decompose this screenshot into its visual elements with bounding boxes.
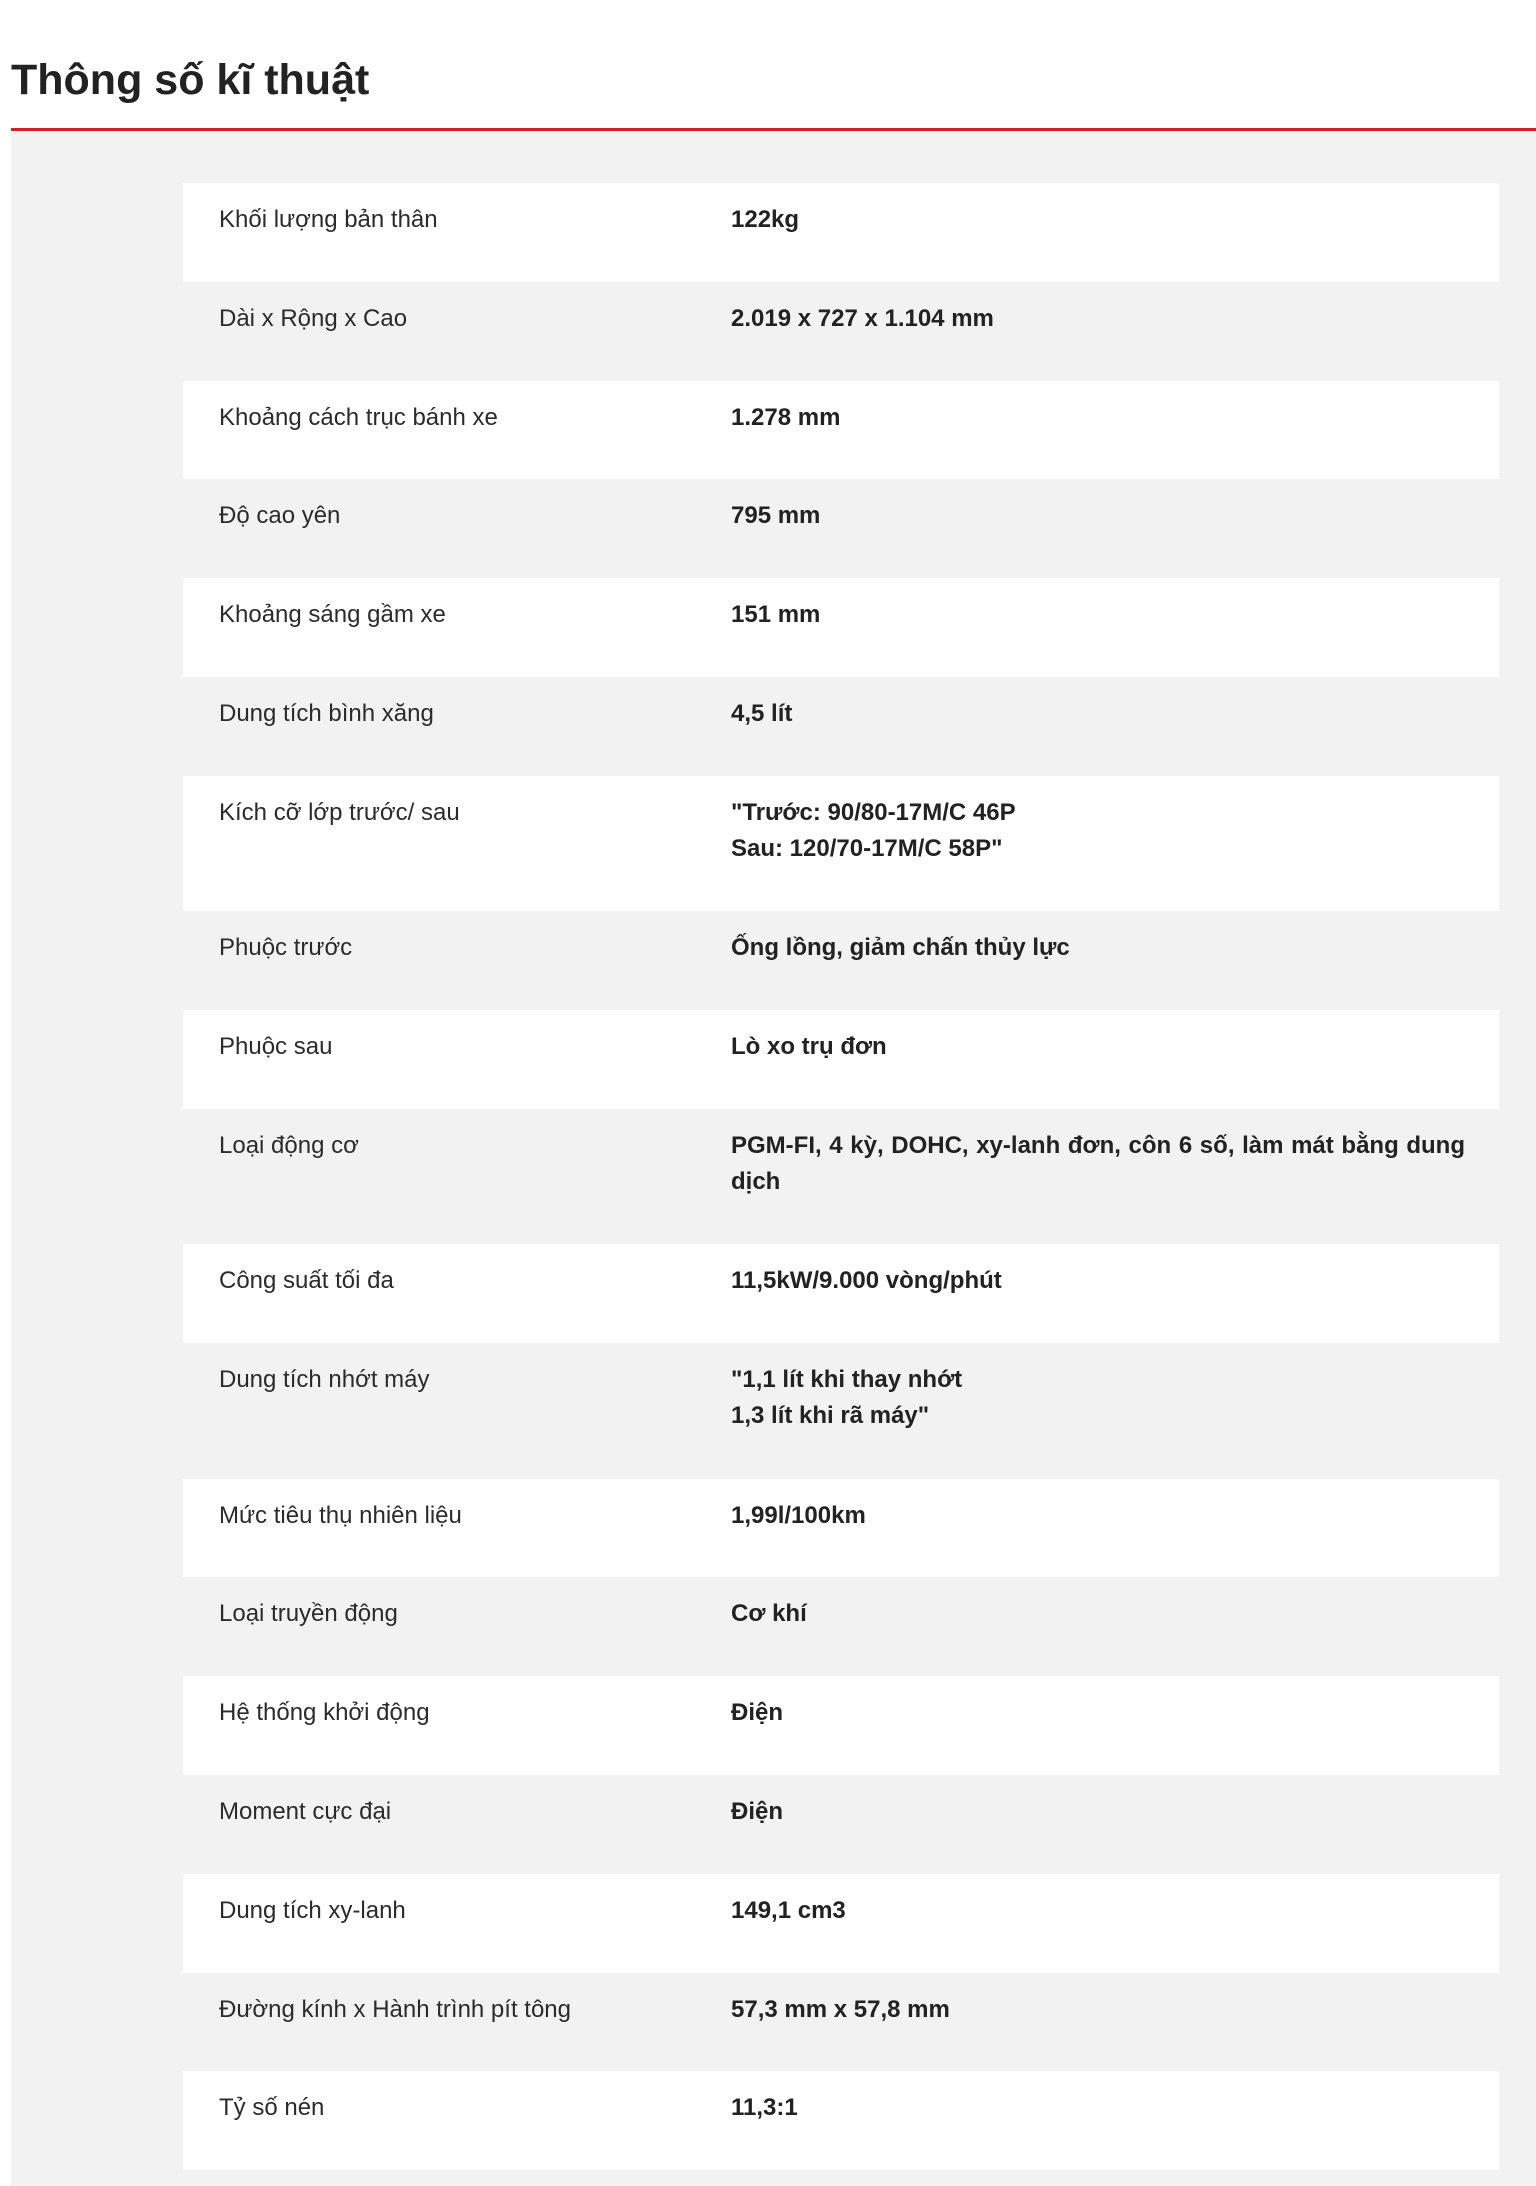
spec-value: 1,99l/100km xyxy=(731,1501,866,1529)
spec-value: PGM-FI, 4 kỳ, DOHC, xy-lanh đơn, côn 6 số, làm mát bằng dung dịch xyxy=(731,1131,1465,1195)
spec-row xyxy=(183,1676,1499,1775)
spec-row xyxy=(183,183,1499,282)
spec-row xyxy=(183,1973,1499,2072)
spec-value: Cơ khí xyxy=(731,1600,807,1628)
spec-value: 149,1 cm3 xyxy=(731,1896,846,1924)
spec-row xyxy=(183,1109,1499,1245)
spec-label: Mức tiêu thụ nhiên liệu xyxy=(219,1501,462,1529)
spec-row xyxy=(183,282,1499,381)
spec-value: Lò xo trụ đơn xyxy=(731,1033,887,1061)
spec-label: Loại truyền động xyxy=(219,1600,398,1628)
spec-row xyxy=(183,1479,1499,1578)
spec-label: Dung tích bình xăng xyxy=(219,699,434,727)
spec-value-line: Sau: 120/70-17M/C 58P" xyxy=(731,834,1003,862)
spec-label: Moment cực đại xyxy=(219,1798,392,1826)
spec-label: Loại động cơ xyxy=(219,1131,359,1159)
spec-row xyxy=(183,1577,1499,1676)
spec-table xyxy=(183,183,1499,2170)
spec-row xyxy=(183,1244,1499,1343)
spec-label: Dài x Rộng x Cao xyxy=(219,304,408,332)
page-title: Thông số kĩ thuật xyxy=(11,56,370,104)
spec-value: 2.019 x 727 x 1.104 mm xyxy=(731,304,994,332)
spec-value xyxy=(731,1362,1499,1434)
spec-label: Phuộc sau xyxy=(219,1033,333,1061)
spec-value-line: "Trước: 90/80-17M/C 46P xyxy=(731,798,1016,826)
spec-label: Khoảng cách trục bánh xe xyxy=(219,403,498,431)
spec-value-line: 1,3 lít khi rã máy" xyxy=(731,1402,930,1430)
spec-label: Khoảng sáng gầm xe xyxy=(219,601,446,629)
spec-value: Ống lồng, giảm chấn thủy lực xyxy=(731,934,1070,962)
spec-value: 11,3:1 xyxy=(731,2094,798,2122)
spec-row xyxy=(183,1874,1499,1973)
spec-value: Điện xyxy=(731,1798,784,1826)
spec-label: Đường kính x Hành trình pít tông xyxy=(219,1995,571,2023)
spec-label: Kích cỡ lớp trước/ sau xyxy=(219,798,460,826)
spec-label: Độ cao yên xyxy=(219,502,341,530)
spec-value-line: "1,1 lít khi thay nhớt xyxy=(731,1366,963,1394)
spec-value: 151 mm xyxy=(731,601,821,629)
spec-value: 122kg xyxy=(731,206,800,233)
spec-row xyxy=(183,677,1499,776)
spec-value xyxy=(731,795,1499,867)
spec-row xyxy=(183,1343,1499,1479)
spec-value: 4,5 lít xyxy=(731,699,793,727)
spec-value: 1.278 mm xyxy=(731,403,841,431)
spec-row xyxy=(183,2071,1499,2170)
spec-row xyxy=(183,381,1499,480)
spec-value: 57,3 mm x 57,8 mm xyxy=(731,1995,950,2023)
spec-row xyxy=(183,1775,1499,1874)
spec-label: Tỷ số nén xyxy=(219,2094,325,2122)
spec-row xyxy=(183,578,1499,677)
spec-value: 795 mm xyxy=(731,502,821,530)
spec-label: Công suất tối đa xyxy=(219,1267,394,1295)
spec-label: Khối lượng bản thân xyxy=(219,206,438,233)
spec-label: Dung tích xy-lanh xyxy=(219,1896,406,1924)
spec-label: Phuộc trước xyxy=(219,934,353,962)
spec-row xyxy=(183,479,1499,578)
spec-row xyxy=(183,1010,1499,1109)
spec-value: 11,5kW/9.000 vòng/phút xyxy=(731,1267,1002,1295)
spec-panel xyxy=(11,131,1536,2186)
spec-label: Hệ thống khởi động xyxy=(219,1699,430,1727)
spec-value: Điện xyxy=(731,1699,784,1727)
spec-row xyxy=(183,776,1499,912)
spec-row xyxy=(183,911,1499,1010)
spec-label: Dung tích nhớt máy xyxy=(219,1366,430,1394)
